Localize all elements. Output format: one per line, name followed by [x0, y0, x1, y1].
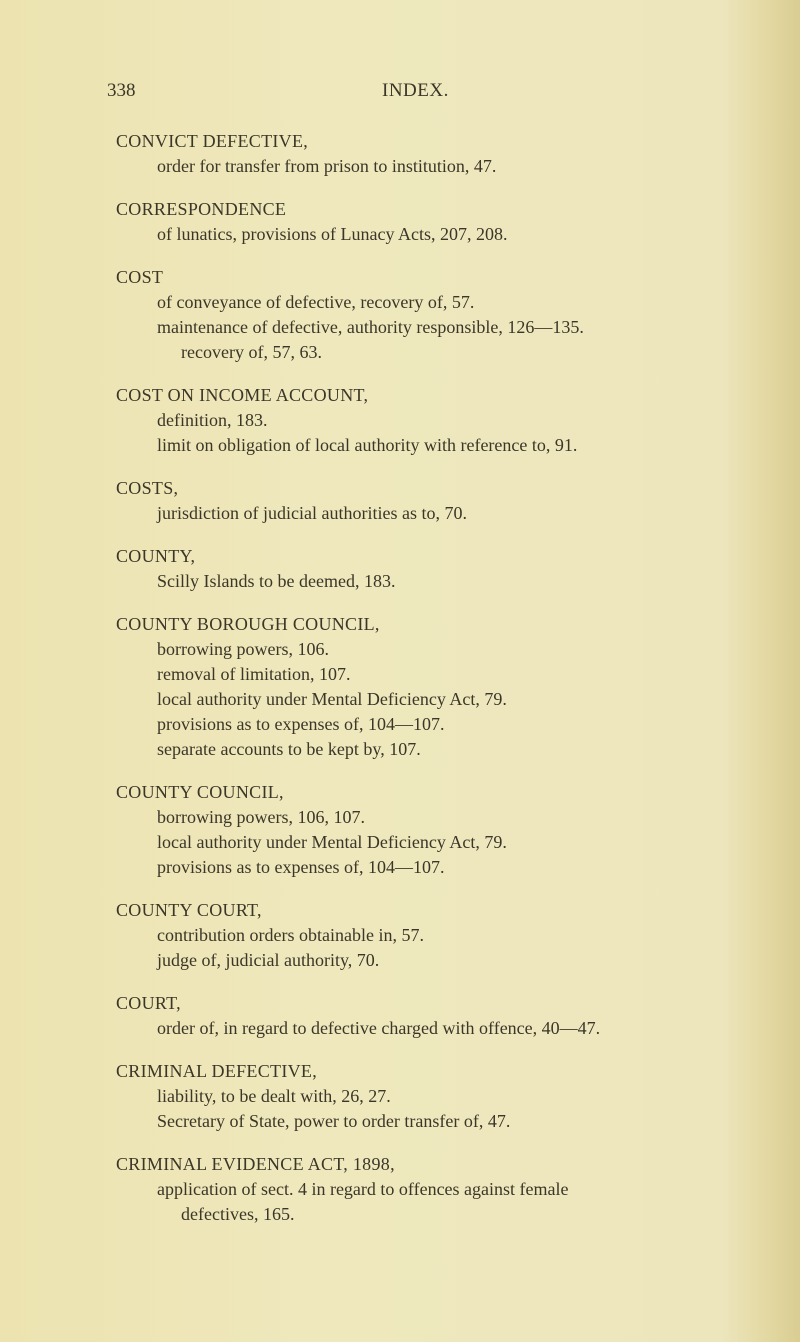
- index-entry: [116, 197, 736, 247]
- subentry: application of sect. 4 in regard to offences against female: [157, 1179, 569, 1199]
- entry-heading: CRIMINAL EVIDENCE ACT, 1898,: [116, 1154, 395, 1174]
- subentry: Scilly Islands to be deemed, 183.: [157, 571, 396, 591]
- subentry: separate accounts to be kept by, 107.: [157, 739, 421, 759]
- index-entry: [116, 383, 736, 458]
- subentry: removal of limitation, 107.: [157, 664, 351, 684]
- subentry: maintenance of defective, authority responsible, 126—135.: [157, 317, 584, 337]
- index-entry: [116, 898, 736, 973]
- subentry: contribution orders obtainable in, 57.: [157, 925, 424, 945]
- subentry: provisions as to expenses of, 104—107.: [157, 714, 445, 734]
- subentry: borrowing powers, 106.: [157, 639, 329, 659]
- subentry: local authority under Mental Deficiency Act, 79.: [157, 689, 507, 709]
- entry-heading: COUNTY BOROUGH COUNCIL,: [116, 614, 380, 634]
- page-header: [107, 80, 667, 106]
- entry-heading: CONVICT DEFECTIVE,: [116, 131, 309, 151]
- index-entries: [116, 129, 736, 1227]
- subentry: definition, 183.: [157, 410, 268, 430]
- index-entry: [116, 991, 736, 1041]
- subentry: local authority under Mental Deficiency Act, 79.: [157, 832, 507, 852]
- entry-heading: COST: [116, 267, 164, 287]
- entry-heading: COUNTY COUNCIL,: [116, 782, 284, 802]
- subentry: judge of, judicial authority, 70.: [157, 950, 380, 970]
- subentry: order for transfer from prison to institution, 47.: [157, 156, 497, 176]
- entry-heading: COUNTY COURT,: [116, 900, 262, 920]
- subentry-continuation: defectives, 165.: [181, 1204, 295, 1224]
- index-entry: [116, 129, 736, 179]
- subentry: of conveyance of defective, recovery of, 57.: [157, 292, 475, 312]
- running-title: INDEX.: [382, 80, 449, 101]
- index-entry: [116, 265, 736, 365]
- subentry: liability, to be dealt with, 26, 27.: [157, 1086, 391, 1106]
- entry-heading: COURT,: [116, 993, 181, 1013]
- index-entry: [116, 1059, 736, 1134]
- entry-heading: CRIMINAL DEFECTIVE,: [116, 1061, 318, 1081]
- entry-heading: COUNTY,: [116, 546, 196, 566]
- subentry: jurisdiction of judicial authorities as to, 70.: [157, 503, 467, 523]
- index-entry: [116, 544, 736, 594]
- page-number: 338: [107, 80, 136, 101]
- subentry: order of, in regard to defective charged with offence, 40—47.: [157, 1018, 601, 1038]
- subentry: limit on obligation of local authority with reference to, 91.: [157, 435, 578, 455]
- index-entry: [116, 476, 736, 526]
- entry-heading: COSTS,: [116, 478, 179, 498]
- entry-heading: COST ON INCOME ACCOUNT,: [116, 385, 369, 405]
- subentry: of lunatics, provisions of Lunacy Acts, 207, 208.: [157, 224, 508, 244]
- subentry-continuation: recovery of, 57, 63.: [181, 342, 322, 362]
- subentry: Secretary of State, power to order transfer of, 47.: [157, 1111, 511, 1131]
- index-entry: [116, 780, 736, 880]
- index-entry: [116, 1152, 736, 1227]
- subentry: borrowing powers, 106, 107.: [157, 807, 365, 827]
- subentry: provisions as to expenses of, 104—107.: [157, 857, 445, 877]
- entry-heading: CORRESPONDENCE: [116, 199, 287, 219]
- index-entry: [116, 612, 736, 762]
